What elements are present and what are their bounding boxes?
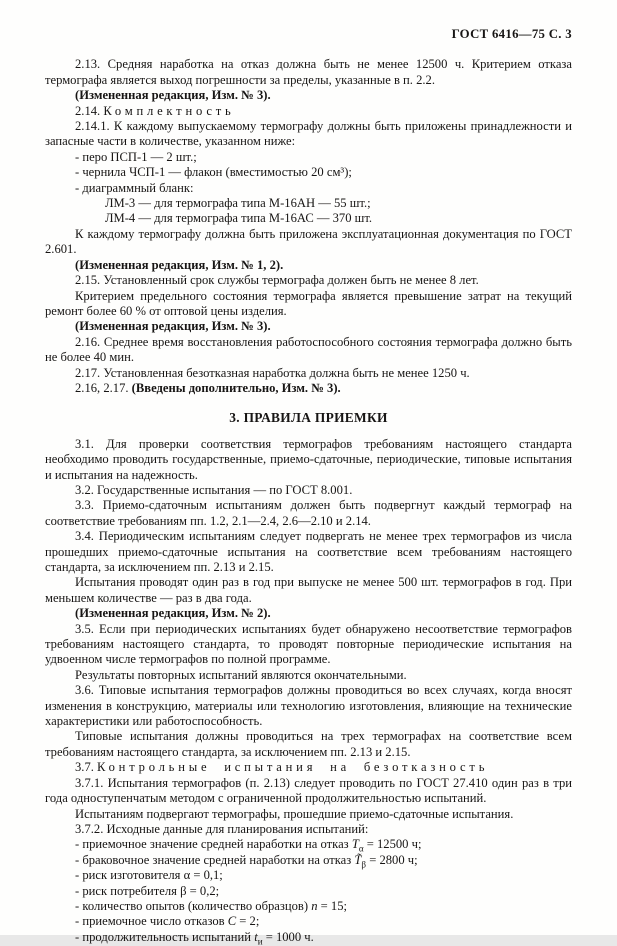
paragraph — [45, 807, 572, 822]
text-run: - продолжительность испытаний — [75, 929, 255, 944]
text-run: (Измененная редакция, Изм. № 1, 2). — [75, 257, 284, 272]
text-run: 3.4. Периодическим испытаниям следует подвергать не менее трех термографов из числа прошедших приемо-сдаточные испытания на соответствие всем требованиям настоящего стандарта, за исключением пп. 2.13 и 2.15. — [45, 529, 572, 574]
text-run: 3.3. Приемо-сдаточным испытаниям должен быть подвергнут каждый термограф на соответствие требованиям пп. 1.2, 2.1—2.4, 2.6—2.10 и 2.14. — [45, 498, 572, 528]
text-run: 3. ПРАВИЛА ПРИЕМКИ — [229, 410, 388, 426]
revision-note — [45, 319, 572, 334]
list-item — [45, 899, 572, 914]
text-run: 2.13. Средняя наработка на отказ должна быть не менее 12500 ч. Критерием отказа термографа является выход погрешности за пределы, указанные в п. 2.2. — [45, 57, 572, 87]
list-item — [45, 884, 572, 899]
paragraph — [45, 822, 572, 837]
paragraph — [45, 776, 572, 807]
text-run: Критерием предельного состояния термографа является превышение затрат на текущий ремонт более 60 % от оптовой цены изделия. — [45, 288, 572, 318]
text-run: 2.16, 2.17. — [75, 380, 132, 395]
text-run: - диаграммный бланк: — [75, 180, 194, 195]
list-item — [45, 165, 572, 180]
section-heading — [45, 410, 572, 425]
text-run: - количество опытов (количество образцов) — [75, 898, 312, 913]
text-run: - браковочное значение средней наработки на отказ — [75, 852, 355, 867]
text-run: β — [361, 859, 367, 870]
text-run: t — [254, 929, 258, 944]
paragraph — [45, 529, 572, 575]
text-run: n — [311, 898, 318, 913]
text-run: 2.15. Установленный срок службы термографа должен быть не менее 8 лет. — [75, 273, 479, 288]
text-run: - приемочное число отказов — [75, 914, 228, 929]
text-run: К каждому термографу должна быть приложена эксплуатационная документация по ГОСТ 2.601. — [45, 226, 572, 257]
text-run: = 12500 ч; — [363, 837, 422, 852]
list-subitem — [45, 211, 572, 226]
paragraph — [45, 668, 572, 683]
paragraph — [45, 289, 572, 320]
text-run: 3.1. Для проверки соответствия термографов требованиям настоящего стандарта необходимо проводить государственные, приемо-сдаточные, периодические, типовые испытания и испытания на надежность. — [45, 436, 572, 482]
revision-note — [45, 88, 572, 103]
text-run: (Введены дополнительно, Изм. № 3). — [131, 380, 341, 395]
paragraph — [45, 104, 572, 119]
paragraph — [45, 622, 572, 668]
text-run: = 1000 ч. — [262, 929, 314, 944]
text-run: Контрольные испытания на безотказность — [97, 760, 489, 775]
text-run: - перо ПСП-1 — 2 шт.; — [75, 149, 197, 164]
text-run: - риск изготовителя α = 0,1; — [75, 868, 223, 883]
text-run: 3.6. Типовые испытания термографов должны проводиться во всех случаях, когда вносят изменения в конструкцию, материалы или технологию изготовления, влияющие на технические характеристики или работоспособность. — [45, 683, 572, 729]
text-run: ЛМ-4 — для термографа типа М-16АС — 370 шт. — [105, 211, 373, 226]
list-subitem — [45, 196, 572, 211]
paragraph — [45, 575, 572, 606]
text-run: и — [257, 936, 263, 946]
paragraph — [45, 57, 572, 88]
paragraph — [45, 683, 572, 729]
text-run: ЛМ-3 — для термографа типа М-16АН — 55 шт.; — [105, 196, 371, 211]
paragraph — [45, 760, 572, 775]
paragraph — [45, 335, 572, 366]
text-run: (Измененная редакция, Изм. № 2). — [75, 606, 271, 621]
text-run: (Измененная редакция, Изм. № 3). — [75, 319, 271, 334]
text-run: 3.7.1. Испытания термографов (п. 2.13) следует проводить по ГОСТ 27.410 один раз в три года одноступенчатым методом с ограниченной продолжительностью испытаний. — [45, 775, 572, 806]
text-run: Типовые испытания должны проводиться на трех термографах на соответствие всем требованиям настоящего стандарта, за исключением пп. 2.13 и 2.15. — [45, 729, 572, 759]
paragraph — [45, 498, 572, 529]
text-run: Испытаниям подвергают термографы, прошедшие приемо-сдаточные испытания. — [75, 806, 514, 821]
text-run: α — [358, 843, 364, 854]
text-run: T — [351, 837, 359, 852]
paragraph — [45, 437, 572, 483]
text-run: - приемочное значение средней наработки на отказ — [75, 837, 352, 852]
page-header: ГОСТ 6416—75 С. 3 — [451, 27, 572, 41]
revision-note — [45, 606, 572, 621]
paragraph — [45, 381, 572, 396]
paragraph — [45, 227, 572, 258]
list-item — [45, 837, 572, 852]
paragraph — [45, 366, 572, 381]
list-item — [45, 914, 572, 929]
paragraph — [45, 483, 572, 498]
text-run: С — [227, 914, 237, 929]
text-run: 3.7.2. Исходные данные для планирования испытаний: — [75, 821, 369, 836]
text-run: (Измененная редакция, Изм. № 3). — [75, 88, 271, 103]
paragraph — [45, 119, 572, 150]
text-run: 3.5. Если при периодических испытаниях будет обнаружено несоответствие термографов требованиям настоящего стандарта, то проводят повторные периодические испытания на удвоенном числе термографов по полной программе. — [45, 621, 572, 667]
text-run: 2.14.1. К каждому выпускаемому термографу должны быть приложены принадлежности и запасные части в количестве, указанном ниже: — [45, 119, 572, 149]
text-run: Испытания проводят один раз в год при выпуске не менее 500 шт. термографов в год. При меньшем количестве — раз в два года. — [45, 575, 572, 605]
text-run: T̃ — [354, 852, 362, 867]
list-item — [45, 853, 572, 868]
text-run: 3.7. — [75, 760, 98, 775]
list-item — [45, 150, 572, 165]
text-run: 3.2. Государственные испытания — по ГОСТ 8.001. — [75, 482, 353, 497]
text-run: 2.14. — [75, 103, 104, 118]
revision-note — [45, 258, 572, 273]
text-run: - риск потребителя β = 0,2; — [75, 883, 220, 898]
document-body — [45, 57, 572, 945]
text-run: 2.17. Установленная безотказная наработка должна быть не менее 1250 ч. — [75, 365, 470, 380]
text-run: = 2; — [236, 914, 260, 929]
text-run: Результаты повторных испытаний являются окончательными. — [75, 667, 407, 682]
text-run: - чернила ЧСП-1 — флакон (вместимостью 20 см³); — [75, 165, 352, 180]
list-item — [45, 868, 572, 883]
list-item — [45, 181, 572, 196]
text-run: 2.16. Среднее время восстановления работоспособного состояния термографа должно быть не более 40 мин. — [45, 334, 572, 365]
list-item — [45, 930, 572, 945]
text-run: = 2800 ч; — [366, 852, 418, 867]
paragraph — [45, 273, 572, 288]
text-run: = 15; — [317, 898, 347, 913]
paragraph — [45, 729, 572, 760]
text-run: Комплектность — [103, 103, 235, 118]
